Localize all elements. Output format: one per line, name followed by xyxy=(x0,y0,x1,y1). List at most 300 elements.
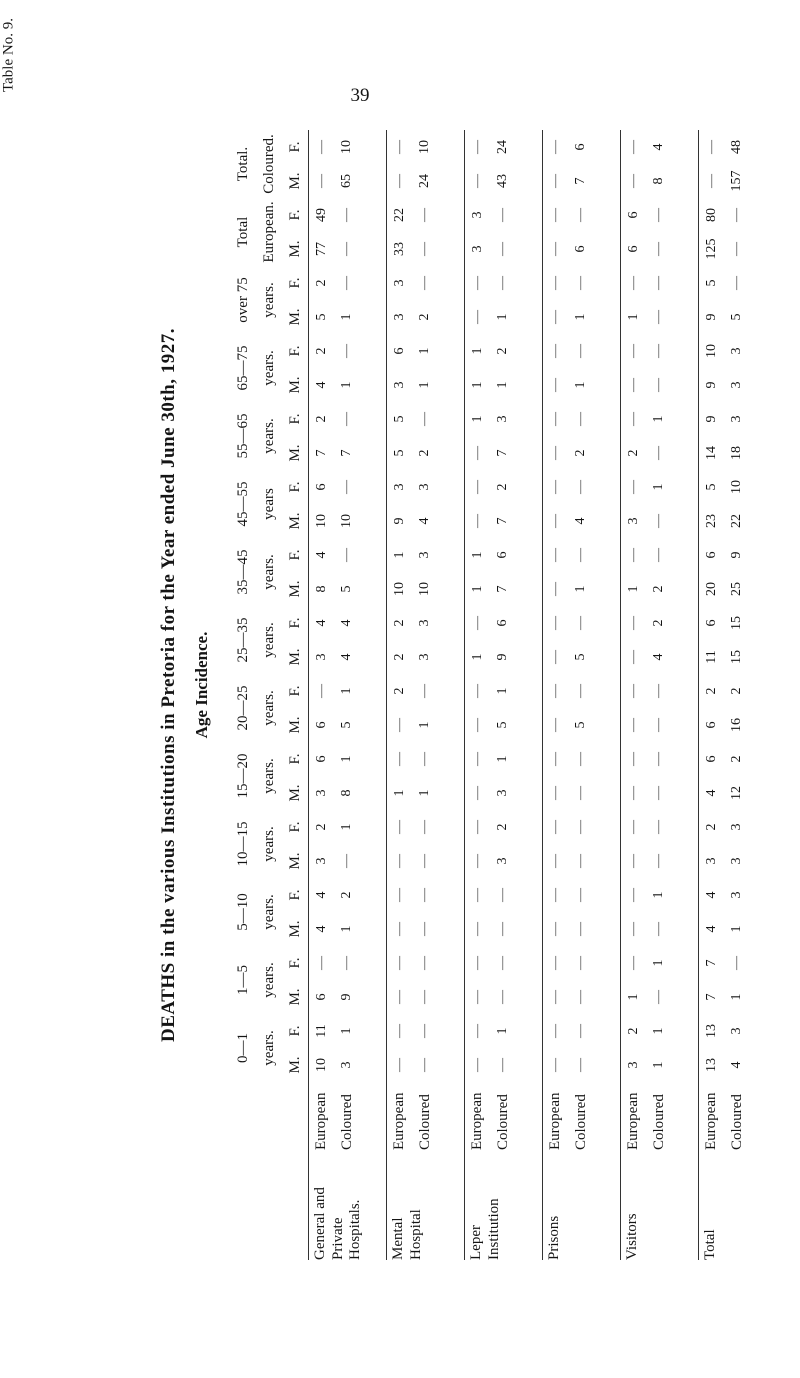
table-cell: — xyxy=(417,1024,432,1038)
table-cell: — xyxy=(386,980,412,1014)
table-cell: — xyxy=(542,164,568,198)
table-cell: 2 xyxy=(339,891,354,899)
table-cell: — xyxy=(464,470,490,504)
table-cell: 1 xyxy=(573,381,588,389)
male-header: M. xyxy=(286,648,303,666)
table-cell: 3 xyxy=(729,381,744,389)
table-cell: — xyxy=(417,922,432,936)
table-cell: 3 xyxy=(386,368,412,402)
table-cell: 16 xyxy=(729,718,744,732)
female-header: F. xyxy=(286,821,303,833)
table-cell: — xyxy=(729,276,744,290)
table-cell: — xyxy=(417,888,432,902)
table-cell: 24 xyxy=(495,140,510,154)
table-cell: 3 xyxy=(464,232,490,266)
table-cell: — xyxy=(339,480,354,494)
table-cell: 6 xyxy=(495,619,510,627)
table-cell: — xyxy=(620,810,646,844)
female-header: F. xyxy=(286,617,303,629)
table-cell: — xyxy=(620,368,646,402)
table-cell: — xyxy=(386,164,412,198)
table-cell: 3 xyxy=(386,266,412,300)
table-cell: 7 xyxy=(495,517,510,525)
table-cell: 2 xyxy=(308,334,334,368)
table-cell: 1 xyxy=(339,687,354,695)
table-cell: — xyxy=(308,946,334,980)
table-cell: 2 xyxy=(651,585,666,593)
table-cell: — xyxy=(542,912,568,946)
table-cell: 15 xyxy=(729,616,744,630)
table-cell: — xyxy=(620,878,646,912)
table-cell: — xyxy=(308,674,334,708)
table-cell: 13 xyxy=(698,1048,724,1082)
page-subtitle: Age Incidence. xyxy=(192,631,211,739)
row-type-label: European xyxy=(386,1082,412,1150)
female-header: F. xyxy=(286,889,303,901)
age-group-header: 1—5 xyxy=(234,965,251,995)
table-cell: 3 xyxy=(698,844,724,878)
table-cell: — xyxy=(495,922,510,936)
age-group-unit: years. xyxy=(260,826,277,862)
age-group-unit: years. xyxy=(260,894,277,930)
table-cell: 5 xyxy=(339,721,354,729)
table-cell: 9 xyxy=(386,504,412,538)
age-group-unit: years. xyxy=(260,758,277,794)
table-cell: — xyxy=(417,208,432,222)
table-cell: — xyxy=(573,480,588,494)
table-cell: 6 xyxy=(698,708,724,742)
table-cell: — xyxy=(386,844,412,878)
table-cell: — xyxy=(620,538,646,572)
table-cell: — xyxy=(542,572,568,606)
table-cell: 1 xyxy=(339,823,354,831)
table-cell: 4 xyxy=(651,653,666,661)
row-type-label: Coloured xyxy=(572,1094,589,1150)
male-header: M. xyxy=(286,1056,303,1074)
female-header: F. xyxy=(286,685,303,697)
table-cell: — xyxy=(698,164,724,198)
table-cell: 48 xyxy=(729,140,744,154)
table-cell: — xyxy=(464,606,490,640)
table-cell: — xyxy=(464,810,490,844)
table-cell: 23 xyxy=(698,504,724,538)
table-cell: — xyxy=(542,402,568,436)
age-group-unit: years. xyxy=(260,418,277,454)
table-cell: — xyxy=(542,470,568,504)
table-cell: 6 xyxy=(386,334,412,368)
female-header: F. xyxy=(286,957,303,969)
table-cell: 2 xyxy=(698,810,724,844)
table-cell: 10 xyxy=(417,582,432,596)
institution-label-line: Visitors xyxy=(624,1213,640,1260)
row-type-label: Coloured xyxy=(494,1094,511,1150)
table-cell: 2 xyxy=(417,313,432,321)
table-cell: — xyxy=(464,708,490,742)
table-cell: — xyxy=(339,956,354,970)
table-cell: — xyxy=(464,130,490,164)
institution-label-line: Hospitals. xyxy=(347,1199,364,1260)
table-cell: 5 xyxy=(573,653,588,661)
row-type-label: European xyxy=(620,1082,646,1150)
table-cell: — xyxy=(464,742,490,776)
table-cell: 3 xyxy=(620,1048,646,1082)
table-cell: 2 xyxy=(620,436,646,470)
male-header: M. xyxy=(286,716,303,734)
table-cell: 49 xyxy=(308,198,334,232)
table-cell: — xyxy=(542,1048,568,1082)
table-cell: 1 xyxy=(573,585,588,593)
table-cell: 1 xyxy=(464,402,490,436)
table-cell: 3 xyxy=(339,1061,354,1069)
table-cell: 11 xyxy=(698,640,724,674)
table-cell: 9 xyxy=(698,368,724,402)
institution-label xyxy=(542,1150,594,1260)
table-cell: 3 xyxy=(729,1027,744,1035)
table-cell: — xyxy=(308,130,334,164)
table-cell: 7 xyxy=(339,449,354,457)
table-cell: 4 xyxy=(698,878,724,912)
table-cell: — xyxy=(464,266,490,300)
table-cell: — xyxy=(620,164,646,198)
age-group-header: 35—45 xyxy=(234,549,251,595)
table-cell: — xyxy=(542,538,568,572)
table-cell: 2 xyxy=(386,674,412,708)
table-cell: — xyxy=(542,980,568,1014)
table-cell: — xyxy=(417,956,432,970)
table-cell: 6 xyxy=(620,198,646,232)
table-number: Table No. 9. xyxy=(0,18,17,92)
table-cell: — xyxy=(339,854,354,868)
table-cell: 4 xyxy=(308,912,334,946)
table-cell: — xyxy=(386,130,412,164)
table-cell: — xyxy=(729,242,744,256)
table-cell: — xyxy=(729,956,744,970)
age-group-unit: years. xyxy=(260,690,277,726)
table-cell: — xyxy=(651,548,666,562)
table-cell: 9 xyxy=(698,300,724,334)
table-cell: 1 xyxy=(417,721,432,729)
table-cell: — xyxy=(339,242,354,256)
table-cell: 5 xyxy=(308,300,334,334)
page-title: DEATHS in the various Institutions in Pretoria for the Year ended June 30th, 1927. xyxy=(158,328,179,1042)
table-cell: — xyxy=(542,708,568,742)
table-cell: — xyxy=(542,300,568,334)
table-cell: — xyxy=(573,344,588,358)
table-cell: 4 xyxy=(729,1061,744,1069)
table-cell: — xyxy=(386,946,412,980)
table-cell: — xyxy=(464,912,490,946)
table-cell: 2 xyxy=(698,674,724,708)
table-cell: 7 xyxy=(573,177,588,185)
table-cell: 4 xyxy=(698,776,724,810)
table-cell: 3 xyxy=(729,415,744,423)
institution-label-line: Private xyxy=(329,1217,346,1260)
table-cell: 3 xyxy=(495,415,510,423)
table-cell: — xyxy=(417,1058,432,1072)
table-cell: — xyxy=(651,242,666,256)
table-cell: 3 xyxy=(495,789,510,797)
table-cell: — xyxy=(542,878,568,912)
page-number: 39 xyxy=(350,85,370,106)
male-header: M. xyxy=(286,852,303,870)
table-cell: 10 xyxy=(729,480,744,494)
institution-label-line: Prisons xyxy=(546,1215,562,1260)
row-type-label: European xyxy=(542,1082,568,1150)
table-cell: — xyxy=(620,266,646,300)
table-cell: 3 xyxy=(729,823,744,831)
table-cell: — xyxy=(651,786,666,800)
table-cell: — xyxy=(620,674,646,708)
table-cell: 8 xyxy=(651,177,666,185)
table-cell: — xyxy=(620,402,646,436)
table-cell: 1 xyxy=(620,572,646,606)
table-cell: — xyxy=(542,674,568,708)
table-cell: 3 xyxy=(729,347,744,355)
institution-label-line: Mental xyxy=(390,1217,406,1260)
table-cell: — xyxy=(651,514,666,528)
table-cell: 5 xyxy=(573,721,588,729)
table-cell: 2 xyxy=(495,347,510,355)
table-cell: 1 xyxy=(339,1027,354,1035)
table-cell: — xyxy=(542,810,568,844)
table-cell: — xyxy=(620,640,646,674)
age-group-unit: Coloured. xyxy=(260,134,277,194)
table-cell: 80 xyxy=(698,198,724,232)
table-cell: — xyxy=(464,980,490,1014)
table-cell: — xyxy=(339,412,354,426)
table-cell: — xyxy=(651,276,666,290)
male-header: M. xyxy=(286,988,303,1006)
table-cell: 7 xyxy=(698,946,724,980)
table-cell: — xyxy=(573,208,588,222)
table-cell: 6 xyxy=(698,742,724,776)
table-cell: — xyxy=(339,344,354,358)
table-cell: — xyxy=(495,276,510,290)
table-cell: — xyxy=(651,310,666,324)
table-cell: 10 xyxy=(339,514,354,528)
table-cell: 5 xyxy=(495,721,510,729)
table-cell: — xyxy=(386,878,412,912)
table-cell: 33 xyxy=(386,232,412,266)
table-cell: — xyxy=(417,990,432,1004)
male-header: M. xyxy=(286,784,303,802)
table-cell: 10 xyxy=(698,334,724,368)
table-cell: — xyxy=(386,1014,412,1048)
female-header: F. xyxy=(286,753,303,765)
institution-label xyxy=(386,1150,438,1260)
table-cell: 1 xyxy=(651,891,666,899)
table-cell: 5 xyxy=(729,313,744,321)
institution-label xyxy=(620,1150,672,1260)
table-cell: — xyxy=(542,504,568,538)
row-type-label: Coloured xyxy=(650,1094,667,1150)
table-cell: — xyxy=(620,130,646,164)
male-header: M. xyxy=(286,580,303,598)
table-cell: — xyxy=(464,436,490,470)
table-cell: 3 xyxy=(308,776,334,810)
table-cell: — xyxy=(542,640,568,674)
table-cell: 2 xyxy=(573,449,588,457)
age-group-header: 0—1 xyxy=(234,1033,251,1063)
table-cell: 3 xyxy=(386,300,412,334)
table-cell: — xyxy=(573,412,588,426)
table-cell: 2 xyxy=(729,687,744,695)
table-cell: — xyxy=(386,912,412,946)
table-cell: — xyxy=(495,956,510,970)
table-cell: 1 xyxy=(573,313,588,321)
table-cell: — xyxy=(573,548,588,562)
table-cell: — xyxy=(620,912,646,946)
table-cell: — xyxy=(417,820,432,834)
table-cell: — xyxy=(620,708,646,742)
table-cell: 9 xyxy=(339,993,354,1001)
institution-label-line: Leper xyxy=(468,1225,484,1260)
table-cell: 4 xyxy=(308,368,334,402)
row-type-label: Coloured xyxy=(338,1094,355,1150)
table-cell: 65 xyxy=(339,174,354,188)
table-cell: — xyxy=(386,708,412,742)
table-cell: 2 xyxy=(651,619,666,627)
table-cell: — xyxy=(651,208,666,222)
table-cell: 1 xyxy=(620,980,646,1014)
table-cell: — xyxy=(495,208,510,222)
table-cell: 10 xyxy=(308,1048,334,1082)
table-cell: — xyxy=(651,854,666,868)
table-cell: — xyxy=(542,742,568,776)
row-type-label: European xyxy=(308,1082,334,1150)
table-cell: — xyxy=(620,606,646,640)
table-cell: 1 xyxy=(464,640,490,674)
table-cell: — xyxy=(542,776,568,810)
table-cell: — xyxy=(464,946,490,980)
age-incidence-table xyxy=(230,130,750,1260)
institution-label-line: General and xyxy=(312,1187,328,1260)
table-cell: — xyxy=(651,990,666,1004)
table-cell: 6 xyxy=(308,470,334,504)
institution-label-line: Hospital xyxy=(407,1209,424,1260)
table-cell: — xyxy=(573,956,588,970)
table-cell: — xyxy=(339,548,354,562)
table-cell: 4 xyxy=(339,653,354,661)
table-cell: 2 xyxy=(386,606,412,640)
table-cell: — xyxy=(417,276,432,290)
table-cell: 1 xyxy=(651,1061,666,1069)
row-type-label: Coloured xyxy=(416,1094,433,1150)
age-group-header: 15—20 xyxy=(234,753,251,799)
age-group-header: Total. xyxy=(234,146,251,182)
table-cell: — xyxy=(651,684,666,698)
table-cell: 9 xyxy=(495,653,510,661)
table-cell: 18 xyxy=(729,446,744,460)
table-cell: 4 xyxy=(698,912,724,946)
table-cell: 157 xyxy=(729,170,744,192)
table-cell: — xyxy=(542,368,568,402)
age-group-unit: years. xyxy=(260,1030,277,1066)
institution-label xyxy=(698,1150,750,1260)
table-cell: — xyxy=(542,844,568,878)
title-block xyxy=(150,110,212,1260)
table-cell: — xyxy=(620,742,646,776)
male-header: M. xyxy=(286,444,303,462)
table-cell: 7 xyxy=(308,436,334,470)
table-cell: 1 xyxy=(620,300,646,334)
table-cell: 1 xyxy=(417,789,432,797)
table-cell: 6 xyxy=(308,980,334,1014)
table-cell: 7 xyxy=(698,980,724,1014)
table-cell: — xyxy=(573,854,588,868)
table-cell: — xyxy=(573,786,588,800)
table-cell: — xyxy=(386,742,412,776)
table-cell: — xyxy=(464,300,490,334)
table-cell: 3 xyxy=(729,857,744,865)
table-cell: 22 xyxy=(729,514,744,528)
table-cell: 2 xyxy=(417,449,432,457)
table-cell: — xyxy=(620,844,646,878)
female-header: F. xyxy=(286,345,303,357)
table-cell: — xyxy=(464,878,490,912)
table-cell: 3 xyxy=(729,891,744,899)
table-cell: — xyxy=(495,990,510,1004)
table-cell: 1 xyxy=(651,959,666,967)
table-cell: 3 xyxy=(417,653,432,661)
table-cell: — xyxy=(386,1048,412,1082)
table-cell: 1 xyxy=(464,572,490,606)
table-cell: — xyxy=(417,412,432,426)
table-cell: 5 xyxy=(386,402,412,436)
table-cell: 1 xyxy=(339,381,354,389)
institution-label xyxy=(464,1150,516,1260)
table-cell: — xyxy=(308,164,334,198)
table-cell: 3 xyxy=(620,504,646,538)
age-group-header: 5—10 xyxy=(234,893,251,931)
table-cell: 1 xyxy=(386,538,412,572)
table-cell: — xyxy=(417,854,432,868)
table-cell: 11 xyxy=(308,1014,334,1048)
table-cell: — xyxy=(464,674,490,708)
row-type-label: European xyxy=(698,1082,724,1150)
table-cell: 6 xyxy=(698,606,724,640)
table-cell: 1 xyxy=(464,334,490,368)
table-cell: 20 xyxy=(698,572,724,606)
male-header: M. xyxy=(286,240,303,258)
table-cell: 4 xyxy=(417,517,432,525)
table-cell: 1 xyxy=(339,313,354,321)
table-cell: 5 xyxy=(339,585,354,593)
female-header: F. xyxy=(286,1025,303,1037)
table-cell: — xyxy=(729,208,744,222)
table-cell: 5 xyxy=(386,436,412,470)
table-cell: 13 xyxy=(698,1014,724,1048)
age-group-unit: years. xyxy=(260,962,277,998)
female-header: F. xyxy=(286,141,303,153)
table-cell: — xyxy=(464,776,490,810)
table-cell: 3 xyxy=(308,844,334,878)
table-cell: 1 xyxy=(495,755,510,763)
table-cell: 1 xyxy=(464,538,490,572)
table-cell: 25 xyxy=(729,582,744,596)
table-cell: 10 xyxy=(417,140,432,154)
table-cell: 2 xyxy=(308,402,334,436)
table-cell: — xyxy=(417,242,432,256)
table-cell: 2 xyxy=(620,1014,646,1048)
table-cell: 2 xyxy=(308,266,334,300)
table-cell: 24 xyxy=(417,174,432,188)
table-cell: — xyxy=(542,606,568,640)
table-cell: — xyxy=(651,718,666,732)
table-cell: 3 xyxy=(464,198,490,232)
table-cell: — xyxy=(651,344,666,358)
table-cell: 1 xyxy=(651,1027,666,1035)
